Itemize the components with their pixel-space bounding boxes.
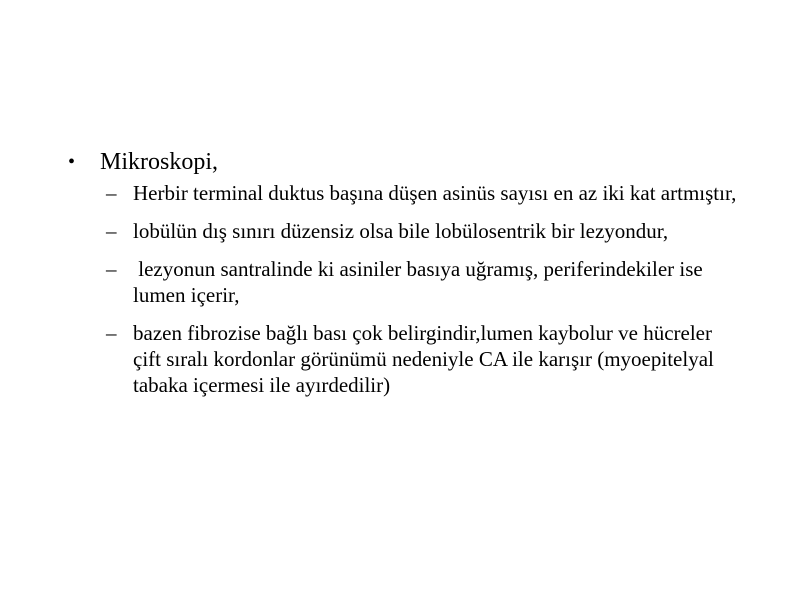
sub-bullet-list bbox=[68, 180, 738, 398]
main-bullet bbox=[68, 146, 738, 178]
main-bullet-text: Mikroskopi, bbox=[100, 149, 219, 175]
bullet-icon: • bbox=[68, 151, 76, 173]
sub-bullet-item bbox=[68, 180, 738, 206]
sub-bullet-text: Herbir terminal duktus başına düşen asinüs sayısı en az iki kat artmıştır, bbox=[133, 181, 737, 205]
slide-content bbox=[68, 146, 738, 410]
dash-icon: – bbox=[106, 321, 117, 345]
sub-bullet-text: bazen fibrozise bağlı bası çok belirgindir,lumen kaybolur ve hücreler çift sıralı kordonlar görünümü nedeniyle CA ile karışır (myoepitelyal tabaka içermesi ile ayırdedilir) bbox=[133, 321, 720, 397]
sub-bullet-text: lezyonun santralinde ki asiniler basıya uğramış, periferindekiler ise lumen içerir, bbox=[133, 257, 708, 307]
sub-bullet-item bbox=[68, 320, 738, 398]
sub-bullet-item bbox=[68, 256, 738, 308]
dash-icon: – bbox=[106, 257, 117, 281]
sub-bullet-item bbox=[68, 218, 738, 244]
dash-icon: – bbox=[106, 219, 117, 243]
dash-icon: – bbox=[106, 181, 117, 205]
sub-bullet-text: lobülün dış sınırı düzensiz olsa bile lobülosentrik bir lezyondur, bbox=[133, 219, 669, 243]
